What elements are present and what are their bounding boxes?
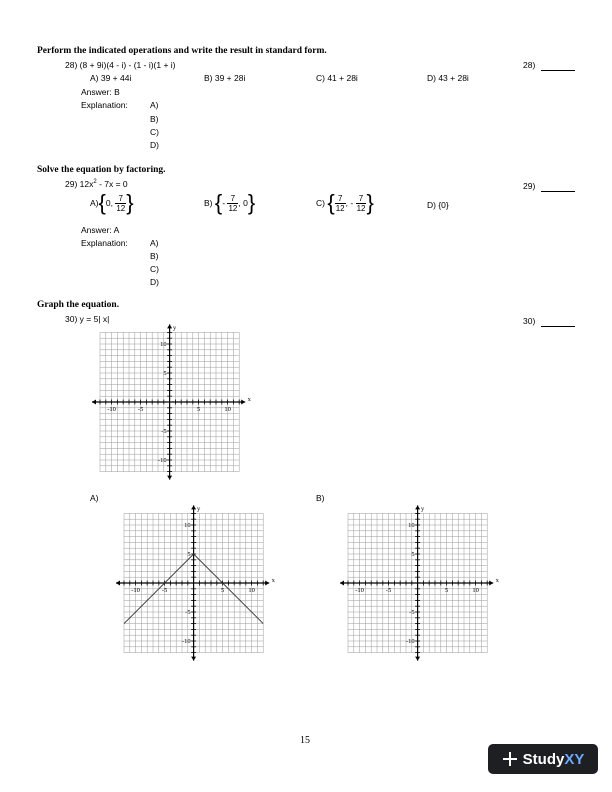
q30-number: 30) <box>523 316 536 326</box>
q28-number: 28) <box>523 60 536 70</box>
y-tick-5: 5 <box>163 370 167 377</box>
y-tick-neg10: -10 <box>405 638 415 645</box>
y-axis-label: y <box>172 324 177 332</box>
x-tick-neg10: -10 <box>107 406 116 413</box>
x-tick-5: 5 <box>444 587 449 594</box>
x-axis-label: x <box>271 577 275 584</box>
q29-explanation-c: C) <box>150 264 159 274</box>
y-tick-neg10: -10 <box>157 457 167 464</box>
q29-answer: Answer: A <box>81 225 120 235</box>
choice-b-graph <box>328 500 499 662</box>
q28-explanation-a: A) <box>150 100 159 110</box>
y-axis-label: y <box>420 505 425 513</box>
x-tick-10: 10 <box>472 587 479 594</box>
section-header-operations: Perform the indicated operations and write the result in standard form. <box>37 46 327 56</box>
q29-explanation-d: D) <box>150 277 159 287</box>
y-tick-10: 10 <box>184 522 191 529</box>
q29-choice-a: A) { 0, $\frac{7}{12}$ } <box>90 190 134 215</box>
y-tick-neg10: -10 <box>181 638 191 645</box>
q28-choice-b: B) 39 + 28i <box>204 73 246 83</box>
q28-explanation-d: D) <box>150 140 159 150</box>
x-tick-10: 10 <box>224 406 231 413</box>
y-tick-5: 5 <box>411 551 415 558</box>
x-tick-neg5: -5 <box>385 587 392 594</box>
q29-number: 29) <box>523 181 536 191</box>
y-tick-10: 10 <box>408 522 415 529</box>
q29-explanation-b: B) <box>150 251 159 261</box>
y-axis-label: y <box>196 505 201 513</box>
q28-prompt: 28) (8 + 9i)(4 - i) - (1 - i)(1 + i) <box>65 60 176 70</box>
y-tick-neg5: -5 <box>409 609 415 616</box>
plus-icon <box>502 751 518 767</box>
x-tick-neg10: -10 <box>355 587 364 594</box>
q28-explanation-c: C) <box>150 127 159 137</box>
page-number: 15 <box>300 735 310 746</box>
x-tick-neg5: -5 <box>137 406 144 413</box>
q29-choice-c: C) { $\frac{7}{12}$ , - $\frac{7}{12}$ } <box>316 190 374 215</box>
section-header-graph: Graph the equation. <box>37 300 120 310</box>
x-axis-label: x <box>247 396 251 403</box>
question-graph <box>80 324 251 475</box>
y-tick-5: 5 <box>187 551 191 558</box>
q28-choice-d: D) 43 + 28i <box>427 73 469 83</box>
section-header-factoring: Solve the equation by factoring. <box>37 165 166 175</box>
x-axis-label: x <box>495 577 499 584</box>
q28-explanation-b: B) <box>150 114 159 124</box>
x-tick-5: 5 <box>220 587 225 594</box>
q30-prompt: 30) y = 5| x| <box>65 314 110 324</box>
x-tick-10: 10 <box>248 587 255 594</box>
q30-choice-b-label: B) <box>316 493 325 503</box>
q28-answer: Answer: B <box>81 87 120 97</box>
q29-explanation-label: Explanation: <box>81 238 128 248</box>
y-tick-neg5: -5 <box>185 609 191 616</box>
choice-a-graph <box>104 500 275 662</box>
q29-choice-b: B) { - $\frac{7}{12}$ , 0 } <box>204 190 256 215</box>
q29-answer-blank <box>541 191 575 192</box>
q29-explanation-a: A) <box>150 238 159 248</box>
q30-choice-a-label: A) <box>90 493 99 503</box>
x-tick-neg5: -5 <box>161 587 168 594</box>
studyxy-watermark: StudyXY <box>488 744 598 774</box>
q28-answer-blank <box>541 70 575 71</box>
y-tick-10: 10 <box>160 341 167 348</box>
q28-choice-a: A) 39 + 44i <box>90 73 132 83</box>
q28-explanation-label: Explanation: <box>81 100 128 110</box>
x-tick-neg10: -10 <box>131 587 140 594</box>
q29-prompt: 29) $12x^2 - 7x = 0$ <box>65 179 128 189</box>
q30-answer-blank <box>541 326 575 327</box>
q28-choice-c: C) 41 + 28i <box>316 73 358 83</box>
x-tick-5: 5 <box>196 406 201 413</box>
y-tick-neg5: -5 <box>161 428 167 435</box>
q29-choice-d: D) {0} <box>427 200 449 210</box>
